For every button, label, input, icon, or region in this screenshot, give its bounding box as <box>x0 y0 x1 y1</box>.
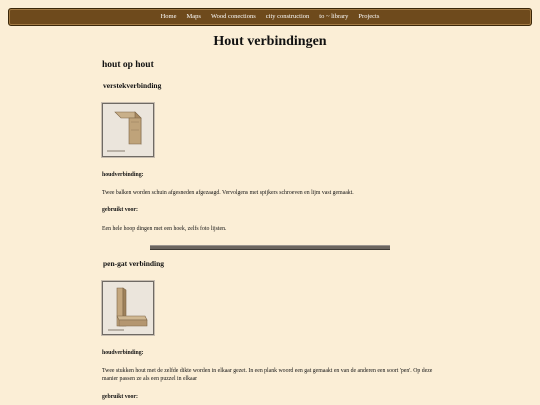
nav-link-library[interactable]: to ~ library <box>319 13 349 20</box>
joint-description-pen-gat: Twee stukken hout met de zelfde dikte worden in elkaar gezet. In een plank woord een gat gemaakt en van de anderen een soort 'pen'. Op deze manier passen ze als een puzzel in elkaar <box>102 368 433 382</box>
joint-label-verstek: houdverbinding: <box>102 172 144 178</box>
nav-link-city-construction[interactable]: city construction <box>265 13 310 20</box>
joint-heading-pen-gat: pen-gat verbinding <box>103 259 165 268</box>
pen-gat-joint-image <box>102 281 154 335</box>
nav-link-home[interactable]: Home <box>160 13 177 20</box>
usage-description-verstek: Een hele hoop dingen met een hoek, zelfs foto lijsten. <box>102 226 227 232</box>
usage-label-pen-gat: gebruikt voor: <box>102 394 138 400</box>
page-title: Hout verbindingen <box>213 34 327 49</box>
nav-link-wood-connections[interactable]: Wood conections <box>210 13 256 20</box>
section-divider <box>150 245 390 250</box>
verstek-joint-image <box>102 103 154 157</box>
joint-label-pen-gat: houdverbinding: <box>102 350 144 356</box>
nav-link-maps[interactable]: Maps <box>186 13 201 20</box>
nav-link-projects[interactable]: Projects <box>358 13 380 20</box>
joint-description-verstek: Twee balken worden schuin afgesneden afgezaagd. Vervolgens met spijkers schroeven en lijm vast gemaakt. <box>102 190 354 196</box>
section-heading: hout op hout <box>102 60 154 70</box>
usage-label-verstek: gebruikt voor: <box>102 207 138 213</box>
top-navigation-bar <box>8 8 532 26</box>
joint-heading-verstek: verstekverbinding <box>103 81 162 90</box>
